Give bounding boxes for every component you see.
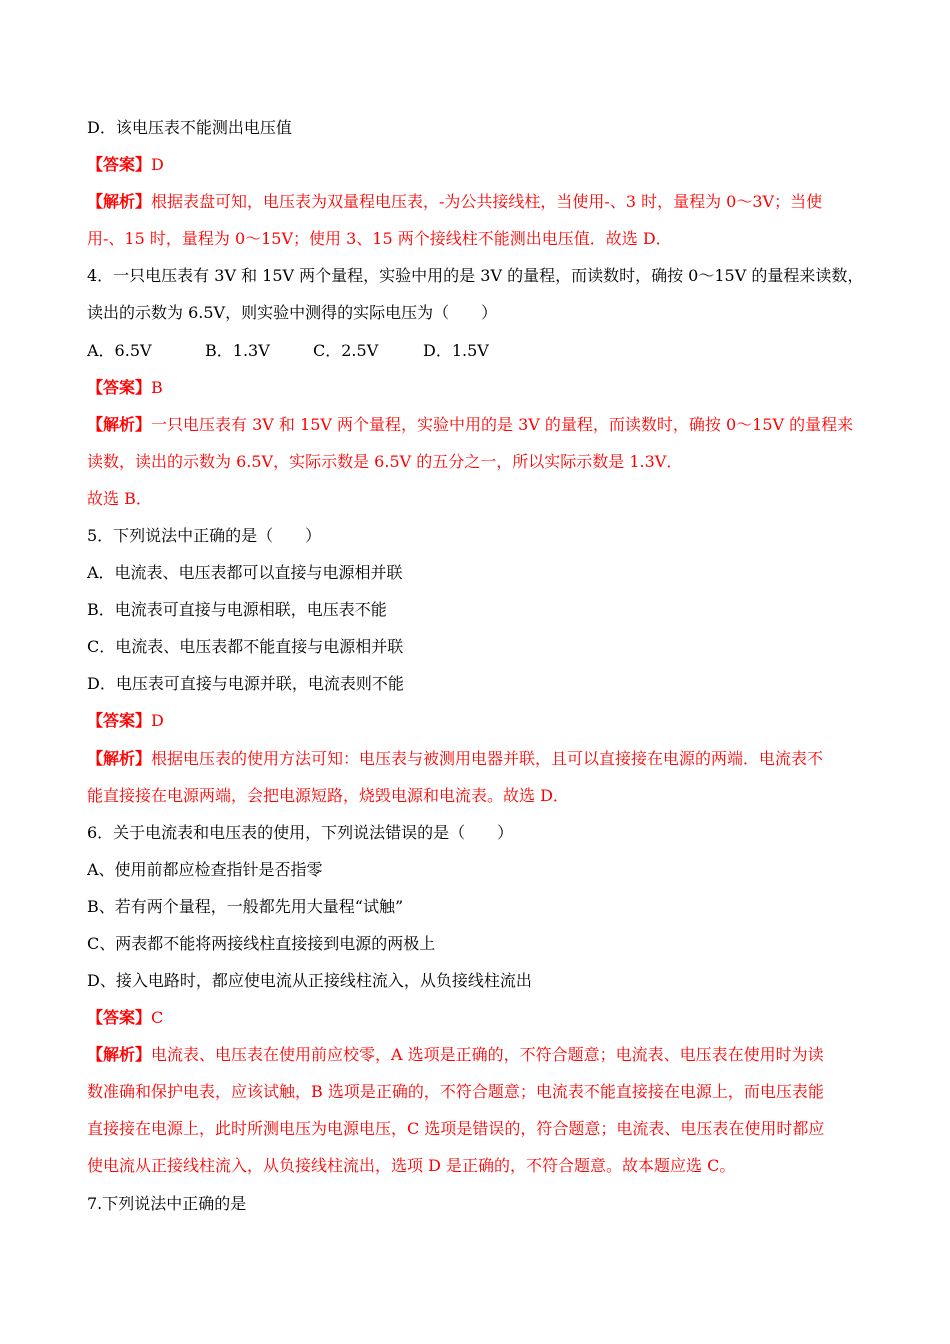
- q7-stem: 7.下列说法中正确的是: [87, 1194, 247, 1213]
- q6-analysis-line-3: 直接接在电源上，此时所测电压为电源电压，C 选项是错误的，符合题意；电流表、电压表在使用时都应: [87, 1119, 825, 1138]
- q4-option-c: C．2.5V: [313, 341, 379, 360]
- q6-option-a: A、使用前都应检查指针是否指零: [87, 860, 323, 879]
- analysis-label: 【解析】: [87, 749, 152, 768]
- q4-option-a: A．6.5V: [87, 341, 152, 360]
- analysis-text: 电流表、电压表在使用前应校零，A 选项是正确的，不符合题意；电流表、电压表在使用时为读: [151, 1045, 824, 1064]
- q4-analysis-line-2: 读数，读出的示数为 6.5V，实际示数是 6.5V 的五分之一，所以实际示数是 1.3V．: [87, 452, 683, 471]
- answer-label: 【答案】: [87, 378, 152, 397]
- q6-stem: 6．关于电流表和电压表的使用，下列说法错误的是（ ）: [87, 823, 514, 842]
- q4-analysis-line-3: 故选 B．: [87, 489, 152, 508]
- q5-analysis-line-2: 能直接接在电源两端，会把电源短路，烧毁电源和电流表。故选 D．: [87, 786, 569, 805]
- answer-value: D: [151, 711, 164, 730]
- q6-answer: [87, 1007, 877, 1029]
- answer-value: C: [151, 1008, 164, 1027]
- q3-analysis-line-1: [87, 191, 877, 213]
- q3-answer: [87, 154, 877, 176]
- q5-stem: 5．下列说法中正确的是（ ）: [87, 526, 322, 545]
- q3-analysis-line-2: 用-、15 时，量程为 0～15V；使用 3、15 两个接线柱不能测出电压值．故选 D．: [87, 229, 672, 248]
- q6-analysis-line-4: 使电流从正接线柱流入，从负接线柱流出，选项 D 是正确的，不符合题意。故本题应选 C。: [87, 1156, 736, 1175]
- q6-option-c: C、两表都不能将两接线柱直接接到电源的两极上: [87, 934, 436, 953]
- q4-answer: [87, 377, 877, 399]
- q5-option-b: B．电流表可直接与电源相联，电压表不能: [87, 600, 387, 619]
- q5-analysis-line-1: [87, 748, 877, 770]
- q5-option-a: A．电流表、电压表都可以直接与电源相并联: [87, 563, 403, 582]
- q4-options: [87, 340, 877, 362]
- q6-analysis-line-1: [87, 1044, 877, 1066]
- q6-analysis-line-2: 数准确和保护电表，应该试触，B 选项是正确的，不符合题意；电流表不能直接接在电源上，而电压表能: [87, 1082, 824, 1101]
- q6-option-b: B、若有两个量程，一般都先用大量程“试触”: [87, 897, 404, 916]
- answer-label: 【答案】: [87, 1008, 152, 1027]
- analysis-label: 【解析】: [87, 415, 152, 434]
- answer-value: B: [151, 378, 163, 397]
- q3-option-d: D．该电压表不能测出电压值: [87, 118, 292, 137]
- q5-answer: [87, 710, 877, 732]
- analysis-text: 根据表盘可知，电压表为双量程电压表，-为公共接线柱，当使用-、3 时，量程为 0～3V；当使: [151, 192, 823, 211]
- q4-analysis-line-1: [87, 414, 877, 436]
- answer-label: 【答案】: [87, 711, 152, 730]
- q4-option-d: D．1.5V: [423, 341, 489, 360]
- q4-stem-line-1: 4．一只电压表有 3V 和 15V 两个量程，实验中用的是 3V 的量程，而读数时，确按 0～15V 的量程来读数，: [87, 266, 864, 285]
- answer-label: 【答案】: [87, 155, 152, 174]
- analysis-label: 【解析】: [87, 192, 152, 211]
- q6-option-d: D、接入电路时，都应使电流从正接线柱流入，从负接线柱流出: [87, 971, 532, 990]
- analysis-label: 【解析】: [87, 1045, 152, 1064]
- q4-stem-line-2: 读出的示数为 6.5V，则实验中测得的实际电压为（ ）: [87, 303, 498, 322]
- analysis-text: 一只电压表有 3V 和 15V 两个量程，实验中用的是 3V 的量程，而读数时，确按 0～15V 的量程来: [151, 415, 854, 434]
- q5-option-c: C．电流表、电压表都不能直接与电源相并联: [87, 637, 404, 656]
- q4-option-b: B．1.3V: [205, 341, 270, 360]
- q5-option-d: D．电压表可直接与电源并联，电流表则不能: [87, 674, 404, 693]
- analysis-text: 根据电压表的使用方法可知：电压表与被测用电器并联，且可以直接接在电源的两端．电流表不: [151, 749, 824, 768]
- answer-value: D: [151, 155, 164, 174]
